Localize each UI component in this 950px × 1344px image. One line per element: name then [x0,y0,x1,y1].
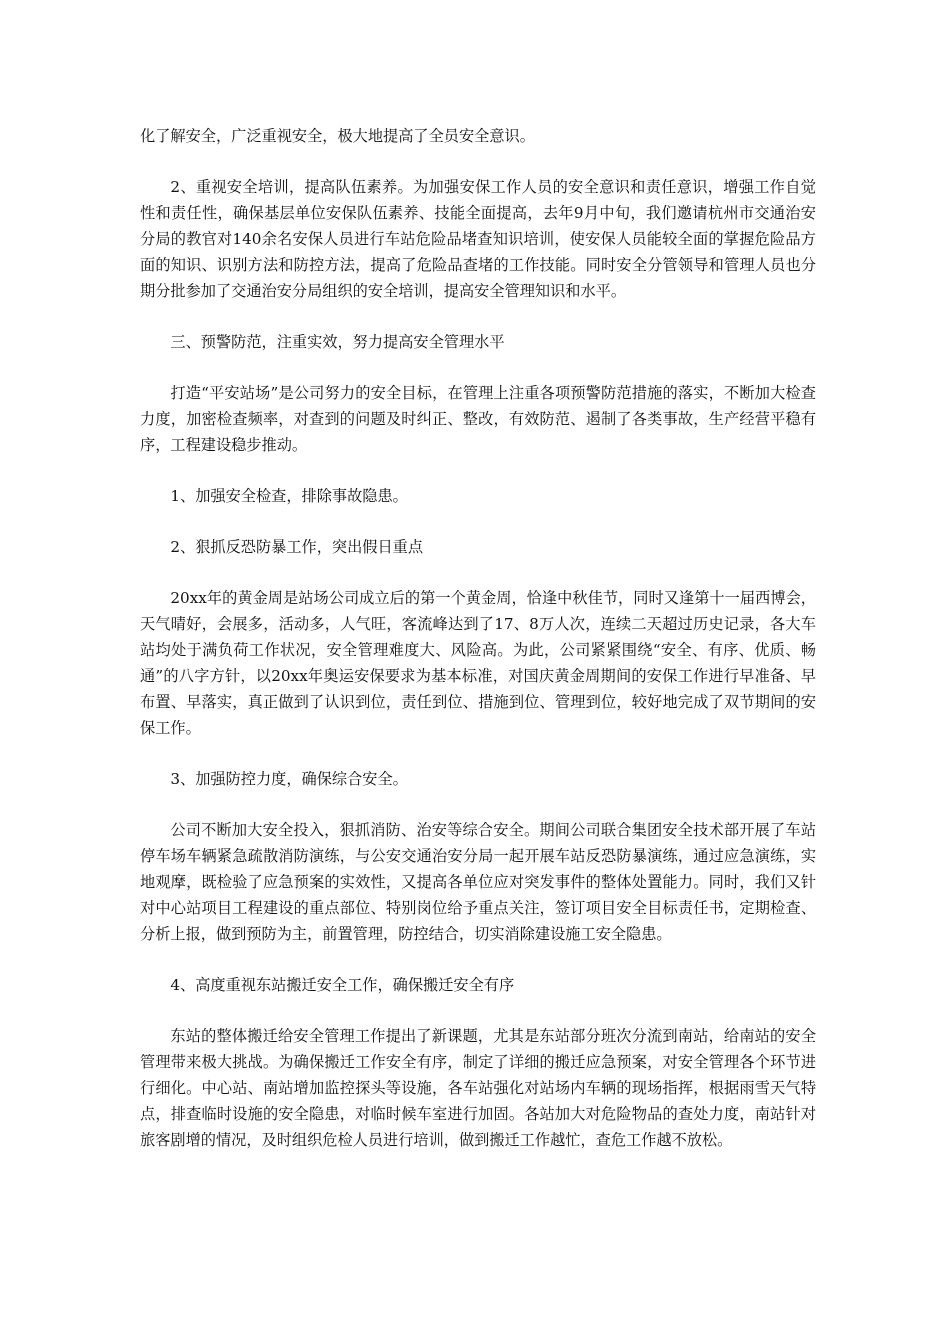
paragraph-safe-station-goal: 打造“平安站场”是公司努力的安全目标，在管理上注重各项预警防范措施的落实，不断加大检查力度，加密检查频率，对查到的问题及时纠正、整改，有效防范、遏制了各类事故，生产经营平稳有序，工程建设稳步推动。 [140,384,816,454]
paragraph-comprehensive-safety: 公司不断加大安全投入，狠抓消防、治安等综合安全。期间公司联合集团安全技术部开展了车站停车场车辆紧急疏散消防演练，与公安交通治安分局一起开展车站反恐防暴演练，通过应急演练，实地观摩，既检验了应急预案的实效性，又提高各单位应对突发事件的整体处置能力。同时，我们又针对中心站项目工程建设的重点部位、特别岗位给予重点关注，签订项目安全目标责任书，定期检查、分析上报，做到预防为主，前置管理，防控结合，切实消除建设施工安全隐患。 [140,821,816,943]
subheading-east-station-relocation: 4、高度重视东站搬迁安全工作，确保搬迁安全有序 [170,976,515,994]
section-heading-early-warning: 三、预警防范，注重实效，努力提高安全管理水平 [170,333,505,351]
subheading-anti-terrorism: 2、狠抓反恐防暴工作，突出假日重点 [170,538,424,556]
paragraph-safety-training: 2、重视安全培训，提高队伍素养。为加强安保工作人员的安全意识和责任意识，增强工作自觉性和责任性，确保基层单位安保队伍素养、技能全面提高，去年9月中旬，我们邀请杭州市交通治安分局的教官对140余名安保人员进行车站危险品堵查知识培训，使安保人员能较全面的掌握危险品方面的知识、识别方法和防控方法，提高了危险品查堵的工作技能。同时安全分管领导和管理人员也分期分批参加了交通治安分局组织的安全培训，提高安全管理知识和水平。 [140,178,816,300]
paragraph-east-station-relocation: 东站的整体搬迁给安全管理工作提出了新课题，尤其是东站部分班次分流到南站，给南站的安全管理带来极大挑战。为确保搬迁工作安全有序，制定了详细的搬迁应急预案，对安全管理各个环节进行细化。中心站、南站增加监控探头等设施，各车站强化对站场内车辆的现场指挥，根据雨雪天气特点，排查临时设施的安全隐患，对临时候车室进行加固。各站加大对危险物品的查处力度，南站针对旅客剧增的情况，及时组织危检人员进行培训，做到搬迁工作越忙，查危工作越不放松。 [140,1027,816,1149]
paragraph-continuation: 化了解安全，广泛重视安全，极大地提高了全员安全意识。 [140,127,535,145]
subheading-prevention-control: 3、加强防控力度，确保综合安全。 [170,770,408,788]
document-body [140,123,816,1178]
paragraph-golden-week: 20xx年的黄金周是站场公司成立后的第一个黄金周，恰逢中秋佳节，同时又逢第十一届西博会，天气晴好，会展多，活动多，人气旺，客流峰达到了17、8万人次，连续二天超过历史记录，各大车站均处于满负荷工作状况，安全管理难度大、风险高。为此，公司紧紧围绕“安全、有序、优质、畅通”的八字方针，以20xx年奥运安保要求为基本标准，对国庆黄金周期间的安保工作进行早准备、早布置、早落实，真正做到了认识到位，责任到位、措施到位、管理到位，较好地完成了双节期间的安保工作。 [140,589,816,737]
subheading-safety-inspection: 1、加强安全检查，排除事故隐患。 [170,487,408,505]
